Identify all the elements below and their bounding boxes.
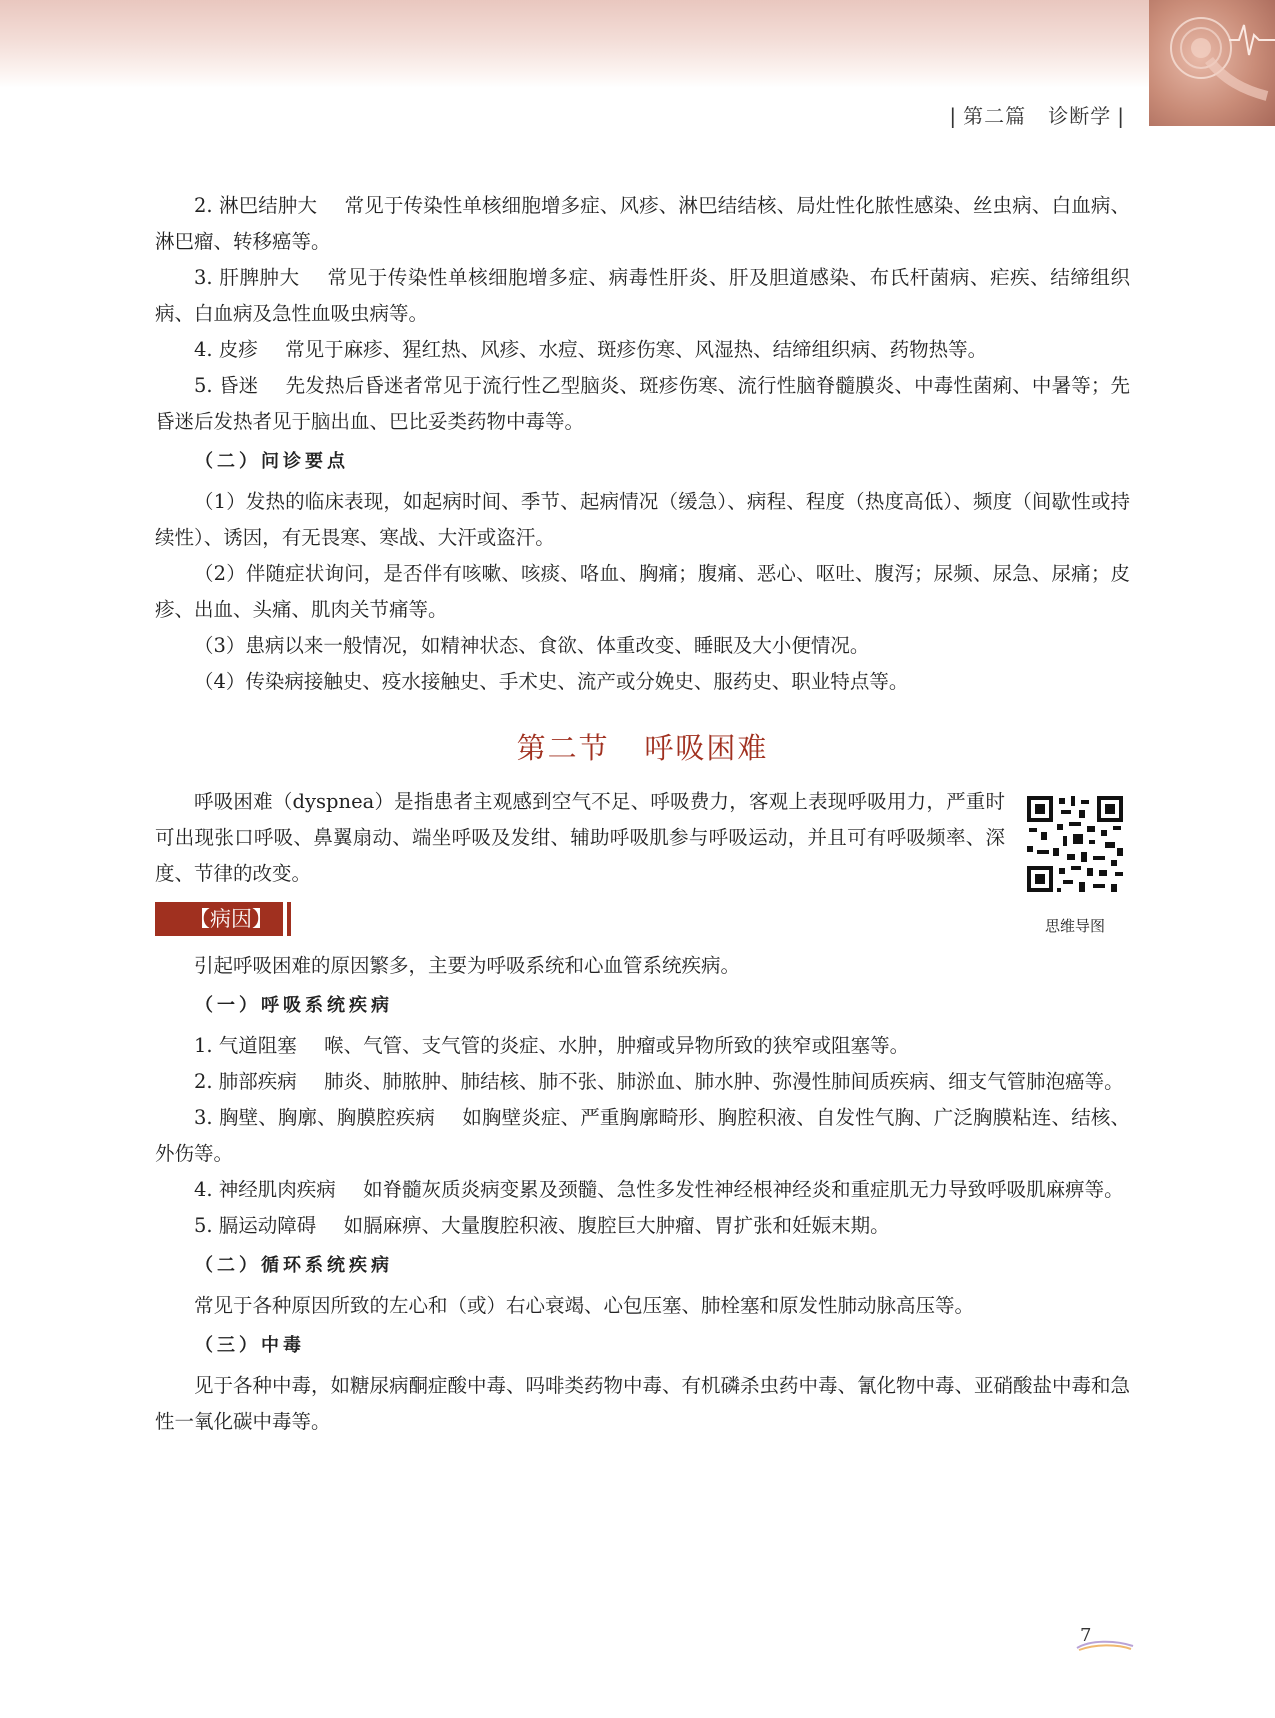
etiology-tag: 【病因】 <box>155 902 283 936</box>
header-band <box>0 0 1275 88</box>
page-body <box>155 188 1130 1440</box>
inquiry-item: （4）传染病接触史、疫水接触史、手术史、流产或分娩史、服药史、职业特点等。 <box>194 670 909 693</box>
stethoscope-icon <box>1149 0 1275 126</box>
header-part: 第二篇 <box>963 104 1027 128</box>
section-title: 第二节 呼吸困难 <box>516 731 769 765</box>
respiratory-item: 5. 膈运动障碍 如膈麻痹、大量腹腔积液、腹腔巨大肿瘤、胃扩张和妊娠末期。 <box>194 1214 890 1237</box>
stethoscope-illustration <box>1149 0 1275 126</box>
qr-code-icon[interactable] <box>1027 796 1123 892</box>
circulatory-heading: （二）循环系统疾病 <box>195 1255 393 1276</box>
respiratory-item: 3. 胸壁、胸廓、胸膜腔疾病 如胸壁炎症、严重胸廓畸形、胸腔积液、自发性气胸、广泛胸膜粘连、结核、外伤等。 <box>155 1106 1130 1165</box>
inquiry-item: （3）患病以来一般情况，如精神状态、食欲、体重改变、睡眠及大小便情况。 <box>194 634 870 657</box>
page-number: 7 <box>1080 1625 1092 1646</box>
qr-caption: 思维导图 <box>1044 917 1105 935</box>
inquiry-item: （2）伴随症状询问，是否伴有咳嗽、咳痰、咯血、胸痛；腹痛、恶心、呕吐、腹泻；尿频、尿急、尿痛；皮疹、出血、头痛、肌肉关节痛等。 <box>155 562 1130 621</box>
running-header: | 第二篇 诊断学 | <box>949 104 1125 128</box>
header-subject: 诊断学 <box>1048 104 1112 128</box>
inquiry-item: （1）发热的临床表现，如起病时间、季节、起病情况（缓急）、病程、程度（热度高低）、频度（间歇性或持续性）、诱因，有无畏寒、寒战、大汗或盗汗。 <box>155 490 1130 549</box>
poison-text: 见于各种中毒，如糖尿病酮症酸中毒、吗啡类药物中毒、有机磷杀虫药中毒、氰化物中毒、亚硝酸盐中毒和急性一氧化碳中毒等。 <box>155 1374 1131 1433</box>
symptom-rash: 4. 皮疹 常见于麻疹、猩红热、风疹、水痘、斑疹伤寒、风湿热、结缔组织病、药物热等。 <box>194 338 988 361</box>
inquiry-heading: （二）问诊要点 <box>195 451 349 472</box>
poison-heading: （三）中毒 <box>195 1335 305 1356</box>
respiratory-item: 1. 气道阻塞 喉、气管、支气管的炎症、水肿，肿瘤或异物所致的狭窄或阻塞等。 <box>194 1034 910 1057</box>
circulatory-text: 常见于各种原因所致的左心和（或）右心衰竭、心包压塞、肺栓塞和原发性肺动脉高压等。 <box>194 1294 975 1317</box>
respiratory-heading: （一）呼吸系统疾病 <box>195 995 393 1016</box>
etiology-lead: 引起呼吸困难的原因繁多，主要为呼吸系统和心血管系统疾病。 <box>194 954 741 977</box>
respiratory-item: 2. 肺部疾病 肺炎、肺脓肿、肺结核、肺不张、肺淤血、肺水肿、弥漫性肺间质疾病、细支气管肺泡癌等。 <box>194 1070 1124 1093</box>
symptom-lymph: 2. 淋巴结肿大 常见于传染性单核细胞增多症、风疹、淋巴结结核、局灶性化脓性感染、丝虫病、白血病、淋巴瘤、转移癌等。 <box>155 194 1130 253</box>
respiratory-item: 4. 神经肌肉疾病 如脊髓灰质炎病变累及颈髓、急性多发性神经根神经炎和重症肌无力导致呼吸肌麻痹等。 <box>194 1178 1124 1201</box>
symptom-hepatosplenomegaly: 3. 肝脾肿大 常见于传染性单核细胞增多症、病毒性肝炎、肝及胆道感染、布氏杆菌病、疟疾、结缔组织病、白血病及急性血吸虫病等。 <box>155 266 1130 325</box>
section-intro-text: 呼吸困难（dyspnea）是指患者主观感到空气不足、呼吸费力，客观上表现呼吸用力，严重时可出现张口呼吸、鼻翼扇动、端坐呼吸及发绀、辅助呼吸肌参与呼吸运动，并且可有呼吸频率、深度、节律的改变。 <box>155 790 1005 885</box>
symptom-coma: 5. 昏迷 先发热后昏迷者常见于流行性乙型脑炎、斑疹伤寒、流行性脑脊髓膜炎、中毒性菌痢、中暑等；先昏迷后发热者见于脑出血、巴比妥类药物中毒等。 <box>155 374 1130 433</box>
